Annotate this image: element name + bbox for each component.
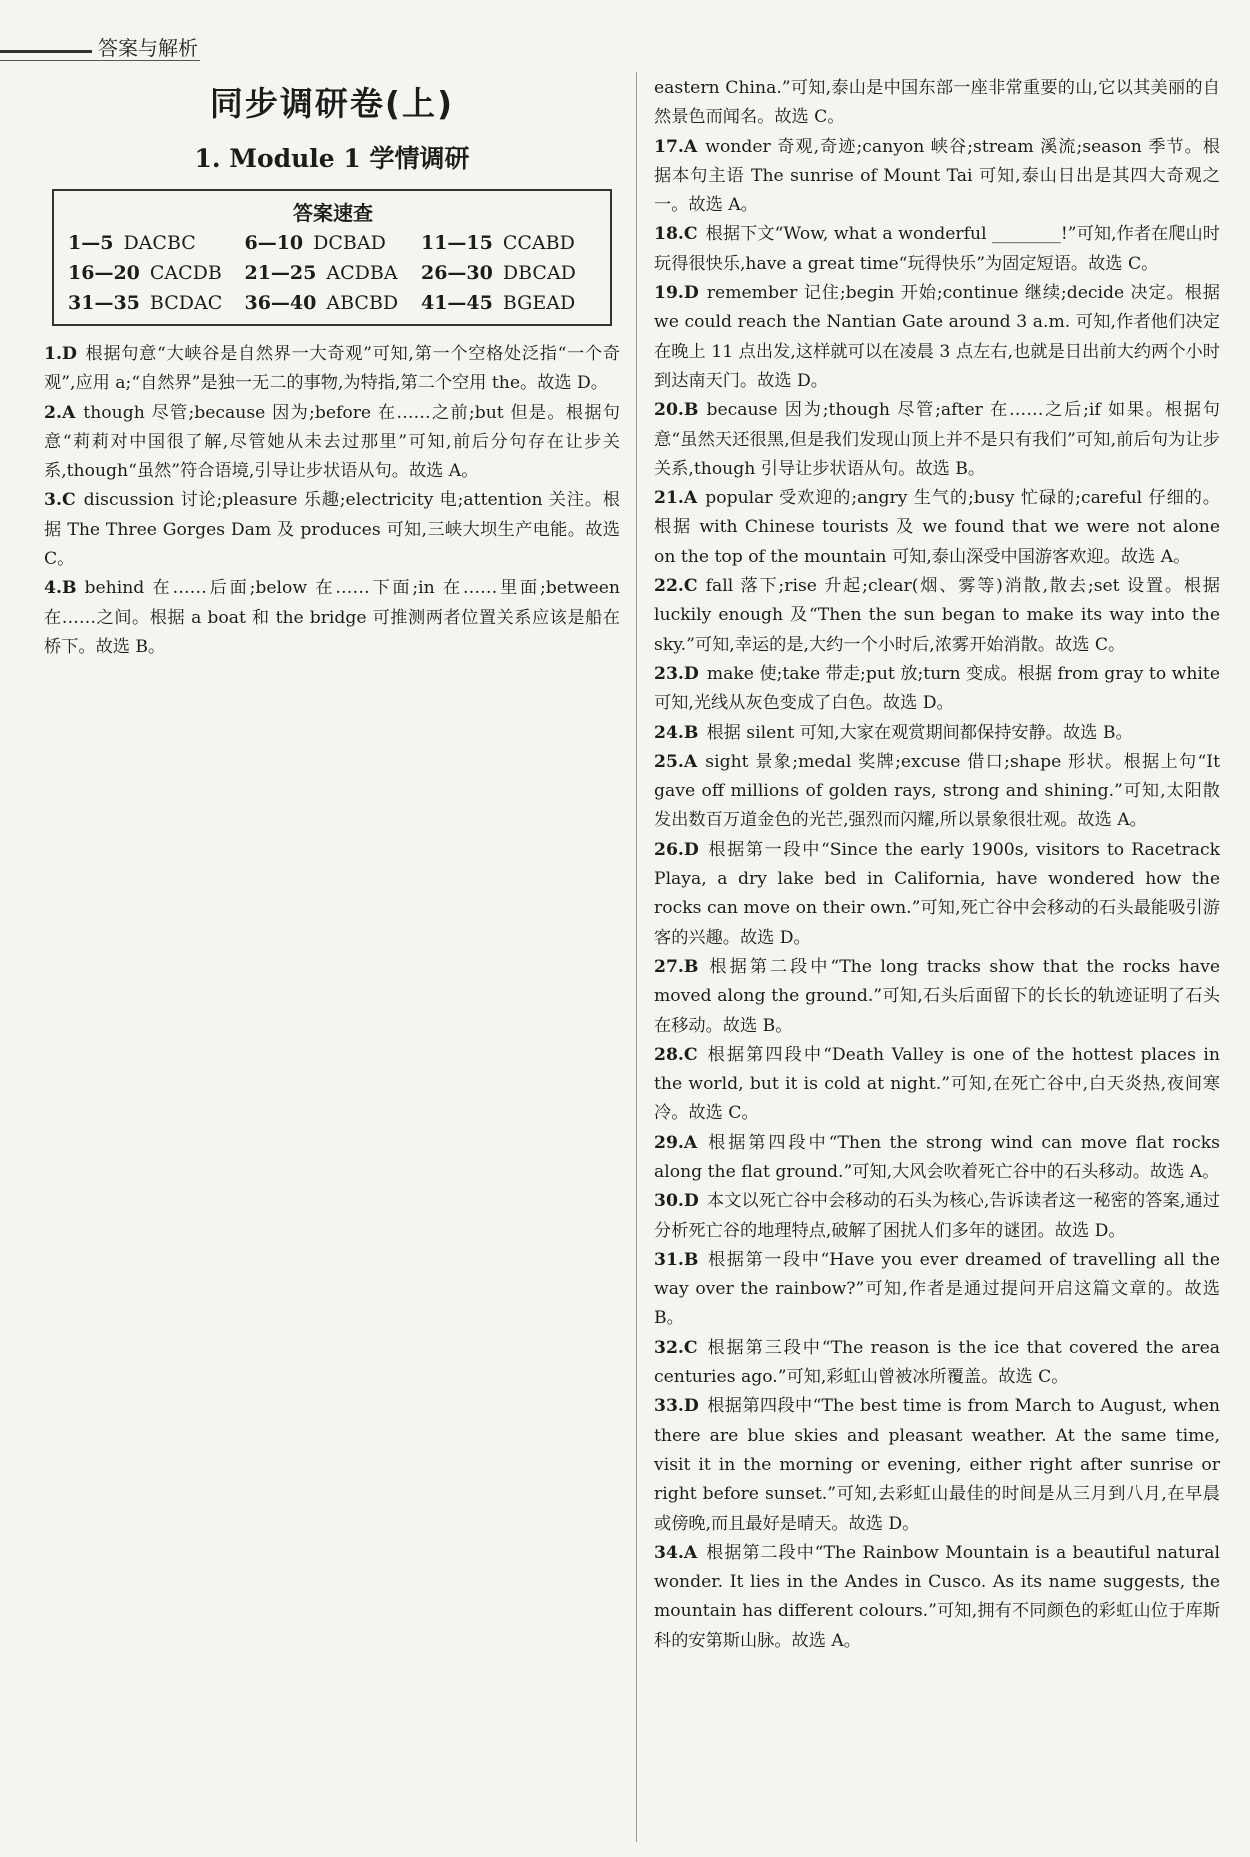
item-number: 26. bbox=[654, 839, 684, 860]
right-column bbox=[654, 74, 1220, 1656]
explanation-item bbox=[654, 953, 1220, 1041]
explanation-item bbox=[44, 340, 620, 399]
item-text: 根据第一段中“Have you ever dreamed of travelling all the way over the rainbow?”可知,作者是通过提问开启这篇文章的。故选 B。 bbox=[654, 1249, 1220, 1329]
item-number: 23. bbox=[654, 663, 684, 684]
answer-key-answers: CCABD bbox=[502, 232, 575, 254]
explanation-item bbox=[654, 719, 1220, 748]
item-number: 34. bbox=[654, 1542, 684, 1563]
explanation-item bbox=[654, 396, 1220, 484]
item-text: 根据第四段中“Death Valley is one of the hottest places in the world, but it is cold at night.”可知,在死亡谷中,白天炎热,夜间寒冷。故选 C。 bbox=[654, 1044, 1220, 1124]
answer-key-answers: CACDB bbox=[149, 262, 222, 284]
item-text: 根据第二段中“The Rainbow Mountain is a beautiful natural wonder. It lies in the Andes in Cusco. As its name suggests, the mountain has different colours.”可知,拥有不同颜色的彩虹山位于库斯科的安第斯山脉。故选 A。 bbox=[654, 1542, 1220, 1651]
explanation-item bbox=[654, 1187, 1220, 1246]
item-text: remember 记住;begin 开始;continue 继续;decide 决定。根据 we could reach the Nantian Gate around 3 a.m. 可知,作者他们决定在晚上 11 点出发,这样就可以在凌晨 3 点左右,也就是日出前大约两个小时到达南天门。故选 D。 bbox=[654, 283, 1220, 391]
item-text: though 尽管;because 因为;before 在……之前;but 但是。根据句意“莉莉对中国很了解,尽管她从未去过那里”可知,前后分句存在让步关系,though“虽然”符合语境,引导让步状语从句。故选 A。 bbox=[44, 402, 620, 482]
item-number: 18. bbox=[654, 224, 684, 245]
item-answer: A bbox=[683, 1132, 698, 1153]
explanation-item bbox=[654, 748, 1220, 836]
explanation-item bbox=[654, 74, 1220, 133]
item-number: 2. bbox=[44, 402, 62, 423]
item-answer: B bbox=[683, 722, 699, 743]
answer-key-cell bbox=[68, 258, 244, 288]
answer-key-row bbox=[68, 228, 598, 258]
item-text: sight 景象;medal 奖牌;excuse 借口;shape 形状。根据上句“It gave off millions of golden rays, strong and shining.”可知,太阳散发出数百万道金色的光芒,强烈而闪耀,所以景象很壮观。故选 A。 bbox=[654, 751, 1220, 831]
item-answer: C bbox=[683, 576, 698, 597]
answer-key-row bbox=[68, 258, 598, 288]
item-text: make 使;take 带走;put 放;turn 变成。根据 from gray to white 可知,光线从灰色变成了白色。故选 D。 bbox=[654, 663, 1220, 714]
answer-key-box bbox=[52, 189, 612, 326]
answer-key-range: 11—15 bbox=[420, 232, 493, 254]
item-answer: C bbox=[683, 224, 698, 245]
item-answer: B bbox=[683, 956, 699, 977]
item-text: 根据第一段中“Since the early 1900s, visitors to Racetrack Playa, a dry lake bed in California, have wondered how the rocks can move on their own.”可知,死亡谷中会移动的石头最能吸引游客的兴趣。故选 D。 bbox=[654, 839, 1220, 948]
answer-key-cell bbox=[421, 258, 597, 288]
item-answer: B bbox=[683, 1249, 699, 1270]
answer-key-title: 答案速查 bbox=[293, 201, 373, 225]
item-answer: C bbox=[683, 1337, 698, 1358]
explanation-item bbox=[654, 836, 1220, 953]
answer-key-cell bbox=[244, 228, 420, 258]
answer-key-cell bbox=[68, 288, 244, 318]
explanation-item bbox=[654, 484, 1220, 572]
answer-key-cell bbox=[244, 258, 420, 288]
answer-key-range: 31—35 bbox=[68, 292, 140, 314]
item-answer: C bbox=[61, 490, 76, 511]
answer-key-answers: ABCBD bbox=[326, 292, 399, 314]
answer-key-answers: ACDBA bbox=[326, 262, 398, 284]
explanation-item bbox=[654, 1041, 1220, 1129]
item-number: 29. bbox=[654, 1132, 684, 1153]
right-explanations bbox=[654, 74, 1220, 1656]
item-text: fall 落下;rise 升起;clear(烟、雾等)消散,散去;set 设置。根据 luckily enough 及“Then the sun began to make its way into the sky.”可知,幸运的是,大约一个小时后,浓雾开始消散。故选 C。 bbox=[654, 576, 1220, 655]
item-answer: D bbox=[683, 663, 699, 684]
item-number: 21. bbox=[654, 488, 684, 509]
explanation-item bbox=[654, 279, 1220, 396]
answer-key-row bbox=[68, 288, 598, 318]
item-number: 25. bbox=[654, 751, 684, 772]
item-number: 19. bbox=[654, 283, 684, 304]
item-text: 根据下文“Wow, what a wonderful ________!”可知,作者在爬山时玩得很快乐,have a great time“玩得快乐”为固定短语。故选 C。 bbox=[654, 224, 1220, 274]
item-text: eastern China.”可知,泰山是中国东部一座非常重要的山,它以其美丽的自然景色而闻名。故选 C。 bbox=[654, 78, 1220, 128]
item-number: 22. bbox=[654, 576, 684, 597]
answer-key-cell bbox=[421, 228, 597, 258]
item-answer: A bbox=[683, 136, 698, 157]
left-explanations bbox=[44, 340, 620, 662]
answer-key-answers: BCDAC bbox=[149, 292, 223, 314]
item-answer: A bbox=[683, 751, 698, 772]
answer-key-answers: DCBAD bbox=[313, 232, 386, 254]
explanation-item bbox=[654, 572, 1220, 660]
item-answer: B bbox=[61, 578, 77, 599]
explanation-item bbox=[654, 1539, 1220, 1656]
item-text: behind 在……后面;below 在……下面;in 在……里面;between在……之间。根据 a boat 和 the bridge 可推测两者位置关系应该是船在桥下。故选 B。 bbox=[44, 578, 620, 657]
item-number: 33. bbox=[654, 1396, 684, 1417]
item-answer: A bbox=[61, 402, 76, 423]
item-answer: B bbox=[683, 400, 699, 421]
answer-key-answers: BGEAD bbox=[502, 292, 576, 314]
explanation-item bbox=[44, 574, 620, 662]
item-number: 1. bbox=[44, 344, 62, 364]
answer-key-range: 1—5 bbox=[68, 232, 114, 254]
item-text: discussion 讨论;pleasure 乐趣;electricity 电;attention 关注。根据 The Three Gorges Dam 及 produces 可知,三峡大坝生产电能。故选 C。 bbox=[44, 490, 620, 570]
item-answer: D bbox=[683, 1396, 699, 1417]
item-text: 根据第二段中“The long tracks show that the rocks have moved along the ground.”可知,石头后面留下的长长的轨迹证明了石头在移动。故选 B。 bbox=[654, 956, 1220, 1036]
explanation-item bbox=[654, 133, 1220, 221]
item-text: 根据 silent 可知,大家在观赏期间都保持安静。故选 B。 bbox=[706, 722, 1133, 743]
answer-key-range: 26—30 bbox=[420, 262, 493, 284]
item-answer: D bbox=[683, 1191, 699, 1212]
item-text: 本文以死亡谷中会移动的石头为核心,告诉读者这一秘密的答案,通过分析死亡谷的地理特点,破解了困扰人们多年的谜团。故选 D。 bbox=[654, 1191, 1220, 1241]
item-text: 根据句意“大峡谷是自然界一大奇观”可知,第一个空格处泛指“一个奇观”,应用 a;“自然界”是独一无二的事物,为特指,第二个空用 the。故选 D。 bbox=[44, 344, 620, 394]
item-number: 31. bbox=[654, 1249, 684, 1270]
item-number: 32. bbox=[654, 1337, 684, 1358]
left-column bbox=[44, 74, 620, 662]
item-text: popular 受欢迎的;angry 生气的;busy 忙碌的;careful 仔细的。根据 with Chinese tourists 及 we found that we were not alone on the top of the mountain 可知,泰山深受中国游客欢迎。故选 A。 bbox=[654, 488, 1220, 567]
answer-key-range: 21—25 bbox=[244, 262, 317, 284]
item-number: 30. bbox=[654, 1191, 684, 1212]
section-title: 1. Module 1 学情调研 bbox=[194, 144, 470, 173]
explanation-item bbox=[654, 1246, 1220, 1334]
item-text: wonder 奇观,奇迹;canyon 峡谷;stream 溪流;season 季节。根据本句主语 The sunrise of Mount Tai 可知,泰山日出是其四大奇观之一。故选 A。 bbox=[654, 136, 1220, 216]
answer-key-cell bbox=[244, 288, 420, 318]
explanation-item bbox=[654, 660, 1220, 719]
answer-key-answers: DACBC bbox=[123, 232, 196, 254]
item-text: 根据第四段中“Then the strong wind can move flat rocks along the flat ground.”可知,大风会吹着死亡谷中的石头移动。故选 A。 bbox=[654, 1132, 1220, 1182]
item-answer: D bbox=[683, 283, 699, 304]
answer-key-cell bbox=[421, 288, 597, 318]
header-underline bbox=[0, 60, 200, 61]
explanation-item bbox=[654, 1334, 1220, 1393]
item-number: 24. bbox=[654, 722, 684, 743]
item-text: because 因为;though 尽管;after 在……之后;if 如果。根据句意“虽然天还很黑,但是我们发现山顶上并不是只有我们”可知,前后句为让步关系,though 引导让步状语从句。故选 B。 bbox=[654, 400, 1220, 479]
item-answer: C bbox=[683, 1044, 698, 1065]
item-answer: D bbox=[683, 839, 699, 860]
explanation-item bbox=[654, 1392, 1220, 1538]
item-text: 根据第四段中“The best time is from March to August, when there are blue skies and pleasant weather. At the same time, visit it in the morning or evening, either right after sunrise or right before sunset.”可知,去彩虹山最佳的时间是从三月到八月,在早晨或傍晚,而且最好是晴天。故选 D。 bbox=[654, 1396, 1220, 1534]
item-number: 28. bbox=[654, 1044, 684, 1065]
header-rule bbox=[0, 50, 92, 53]
answer-key-cell bbox=[68, 228, 244, 258]
answer-key-rows bbox=[68, 228, 598, 318]
answer-key-answers: DBCAD bbox=[502, 262, 576, 284]
header-label: 答案与解析 bbox=[98, 36, 198, 60]
item-number: 3. bbox=[44, 490, 62, 511]
item-number: 17. bbox=[654, 136, 684, 157]
item-text: 根据第三段中“The reason is the ice that covered the area centuries ago.”可知,彩虹山曾被冰所覆盖。故选 C。 bbox=[654, 1337, 1220, 1388]
page-title: 同步调研卷(上) bbox=[209, 84, 455, 123]
item-answer: D bbox=[61, 344, 77, 364]
column-divider bbox=[636, 72, 637, 1842]
item-number: 4. bbox=[44, 578, 62, 599]
item-answer: A bbox=[683, 488, 698, 509]
answer-key-range: 6—10 bbox=[244, 232, 304, 254]
answer-key-range: 36—40 bbox=[244, 292, 317, 314]
explanation-item bbox=[44, 486, 620, 574]
answer-key-range: 16—20 bbox=[68, 262, 140, 284]
explanation-item bbox=[654, 1129, 1220, 1188]
explanation-item bbox=[44, 399, 620, 487]
answer-key-range: 41—45 bbox=[420, 292, 493, 314]
explanation-item bbox=[654, 220, 1220, 279]
page-header bbox=[0, 28, 200, 58]
item-answer: A bbox=[683, 1542, 698, 1563]
item-number: 27. bbox=[654, 956, 684, 977]
item-number: 20. bbox=[654, 400, 684, 421]
